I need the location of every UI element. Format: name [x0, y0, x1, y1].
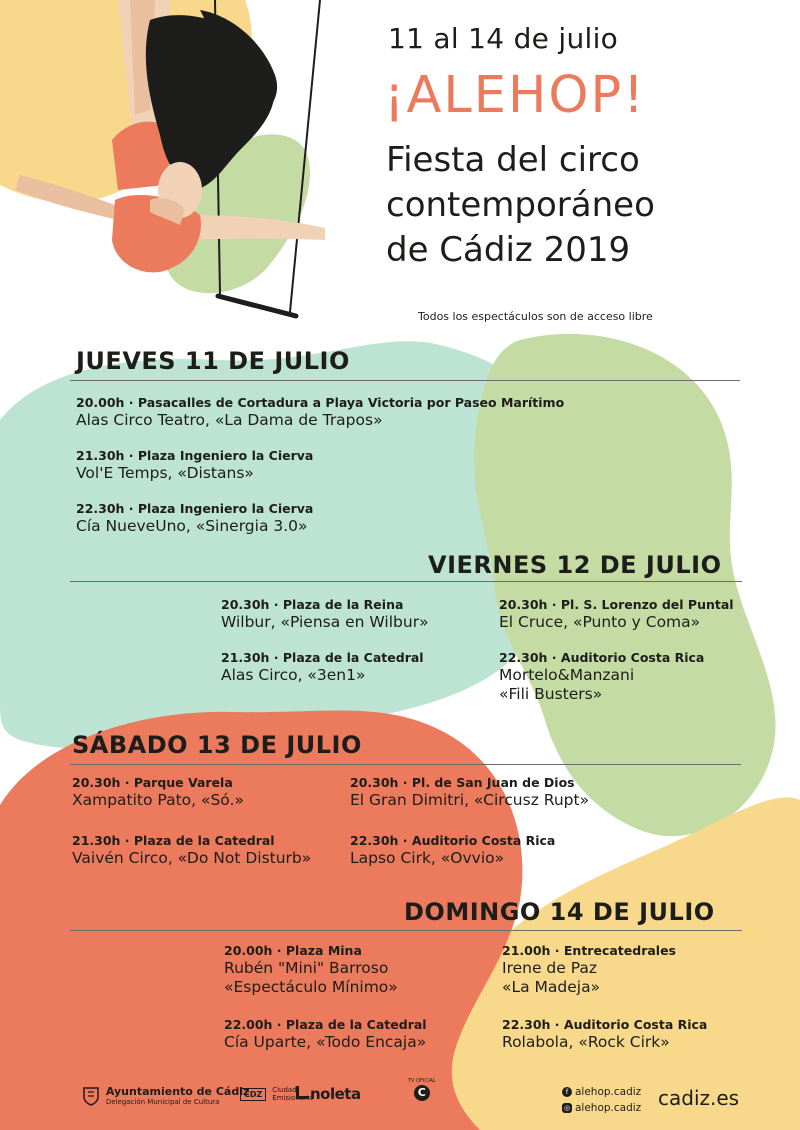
event-sabado-2 [350, 775, 589, 810]
event-time-place: 22.30h · Auditorio Costa Rica [502, 1017, 708, 1032]
event-time-place: 22.30h · Plaza Ingeniero la Cierva [76, 501, 314, 516]
website-link[interactable]: cadiz.es [658, 1086, 740, 1110]
event-company-show: Lapso Cirk, «Ovvio» [350, 849, 505, 867]
event-sabado-1 [72, 775, 244, 810]
event-company-show: Cía NueveUno, «Sinergia 3.0» [76, 517, 308, 535]
event-company-show: Irene de Paz [502, 959, 598, 977]
event-company-show: Rolabola, «Rock Cirk» [502, 1033, 670, 1051]
event-company-show: El Cruce, «Punto y Coma» [499, 613, 701, 631]
event-sabado-3 [72, 833, 311, 868]
event-viernes-4 [499, 650, 704, 704]
event-show-title: «Fili Busters» [499, 685, 603, 703]
event-domingo-1 [224, 943, 398, 997]
org-department: Delegación Municipal de Cultura [105, 1098, 220, 1106]
event-jueves-3 [76, 501, 313, 536]
event-company-show: Vaivén Circo, «Do Not Disturb» [72, 849, 312, 867]
facebook-link[interactable] [562, 1086, 641, 1098]
event-show-title: «Espectáculo Mínimo» [224, 978, 398, 996]
event-time-place: 21.30h · Plaza Ingeniero la Cierva [76, 448, 314, 463]
tv-channel-icon: C [414, 1085, 430, 1101]
event-time-place: 21.30h · Plaza de la Catedral [221, 650, 424, 665]
facebook-icon: f [562, 1087, 572, 1097]
event-domingo-2 [502, 943, 676, 997]
noleta-logo [296, 1085, 361, 1103]
cdz-mark: CDZ [240, 1088, 266, 1101]
event-time-place: 20.00h · Pasacalles de Cortadura a Playa Victoria por Paseo Marítimo [76, 395, 565, 410]
day-title-jueves: JUEVES 11 DE JULIO [76, 347, 350, 375]
tv-label: TV OFICIAL [408, 1078, 436, 1084]
day-title-domingo: DOMINGO 14 DE JULIO [404, 898, 715, 926]
noleta-mark-icon [296, 1086, 309, 1099]
festival-subtitle [386, 138, 655, 273]
cdz-logo [240, 1086, 314, 1102]
event-company-show: Mortelo&Manzani [499, 666, 635, 684]
event-time-place: 21.00h · Entrecatedrales [502, 943, 676, 958]
org-name: Ayuntamiento de Cádiz [105, 1085, 250, 1098]
event-time-place: 20.30h · Plaza de la Reina [221, 597, 404, 612]
divider-viernes [70, 581, 742, 582]
divider-jueves [70, 380, 740, 381]
event-time-place: 20.30h · Pl. S. Lorenzo del Puntal [499, 597, 734, 612]
instagram-icon: ◎ [563, 1104, 571, 1112]
event-viernes-3 [221, 650, 424, 685]
cdz-caption: Ciudad Emisionaria [272, 1086, 314, 1102]
event-jueves-2 [76, 448, 313, 483]
event-domingo-4 [502, 1017, 707, 1052]
noleta-wordmark: noleta [310, 1085, 361, 1103]
event-company-show: Cía Uparte, «Todo Encaja» [224, 1033, 427, 1051]
event-time-place: 21.30h · Plaza de la Catedral [72, 833, 275, 848]
event-time-place: 22.00h · Plaza de la Catedral [224, 1017, 427, 1032]
facebook-handle: alehop.cadiz [575, 1086, 642, 1098]
event-time-place: 20.30h · Parque Varela [72, 775, 233, 790]
festival-title: ¡ALEHOP! [384, 66, 646, 125]
event-time-place: 20.00h · Plaza Mina [224, 943, 362, 958]
festival-dates: 11 al 14 de julio [388, 22, 619, 55]
event-time-place: 22.30h · Auditorio Costa Rica [350, 833, 556, 848]
subtitle-line-3: de Cádiz 2019 [386, 230, 631, 270]
event-jueves-1 [76, 395, 564, 430]
day-title-sabado: SÁBADO 13 DE JULIO [72, 731, 362, 759]
event-domingo-3 [224, 1017, 427, 1052]
coat-of-arms-icon [82, 1086, 100, 1106]
event-company-show: El Gran Dimitri, «Circusz Rupt» [350, 791, 590, 809]
trapeze-bar [218, 296, 296, 316]
event-viernes-2 [499, 597, 734, 632]
event-time-place: 20.30h · Pl. de San Juan de Dios [350, 775, 575, 790]
event-show-title: «La Madeja» [502, 978, 601, 996]
tv-logo [408, 1078, 436, 1101]
subtitle-line-1: Fiesta del circo [386, 140, 640, 180]
event-time-place: 22.30h · Auditorio Costa Rica [499, 650, 705, 665]
ayuntamiento-logo [82, 1085, 249, 1106]
subtitle-line-2: contemporáneo [386, 185, 655, 225]
free-access-note: Todos los espectáculos son de acceso libre [418, 310, 653, 323]
event-company-show: Vol'E Temps, «Distans» [76, 464, 254, 482]
event-viernes-1 [221, 597, 429, 632]
divider-domingo [70, 930, 742, 931]
instagram-link[interactable] [562, 1102, 641, 1114]
event-company-show: Rubén "Mini" Barroso [224, 959, 389, 977]
divider-sabado [70, 764, 741, 765]
event-sabado-4 [350, 833, 555, 868]
day-title-viernes: VIERNES 12 DE JULIO [428, 551, 722, 579]
event-company-show: Alas Circo, «3en1» [221, 666, 366, 684]
event-company-show: Alas Circo Teatro, «La Dama de Trapos» [76, 411, 383, 429]
event-company-show: Xampatito Pato, «Só.» [72, 791, 244, 809]
instagram-handle: alehop.cadiz [575, 1102, 642, 1114]
event-company-show: Wilbur, «Piensa en Wilbur» [221, 613, 429, 631]
